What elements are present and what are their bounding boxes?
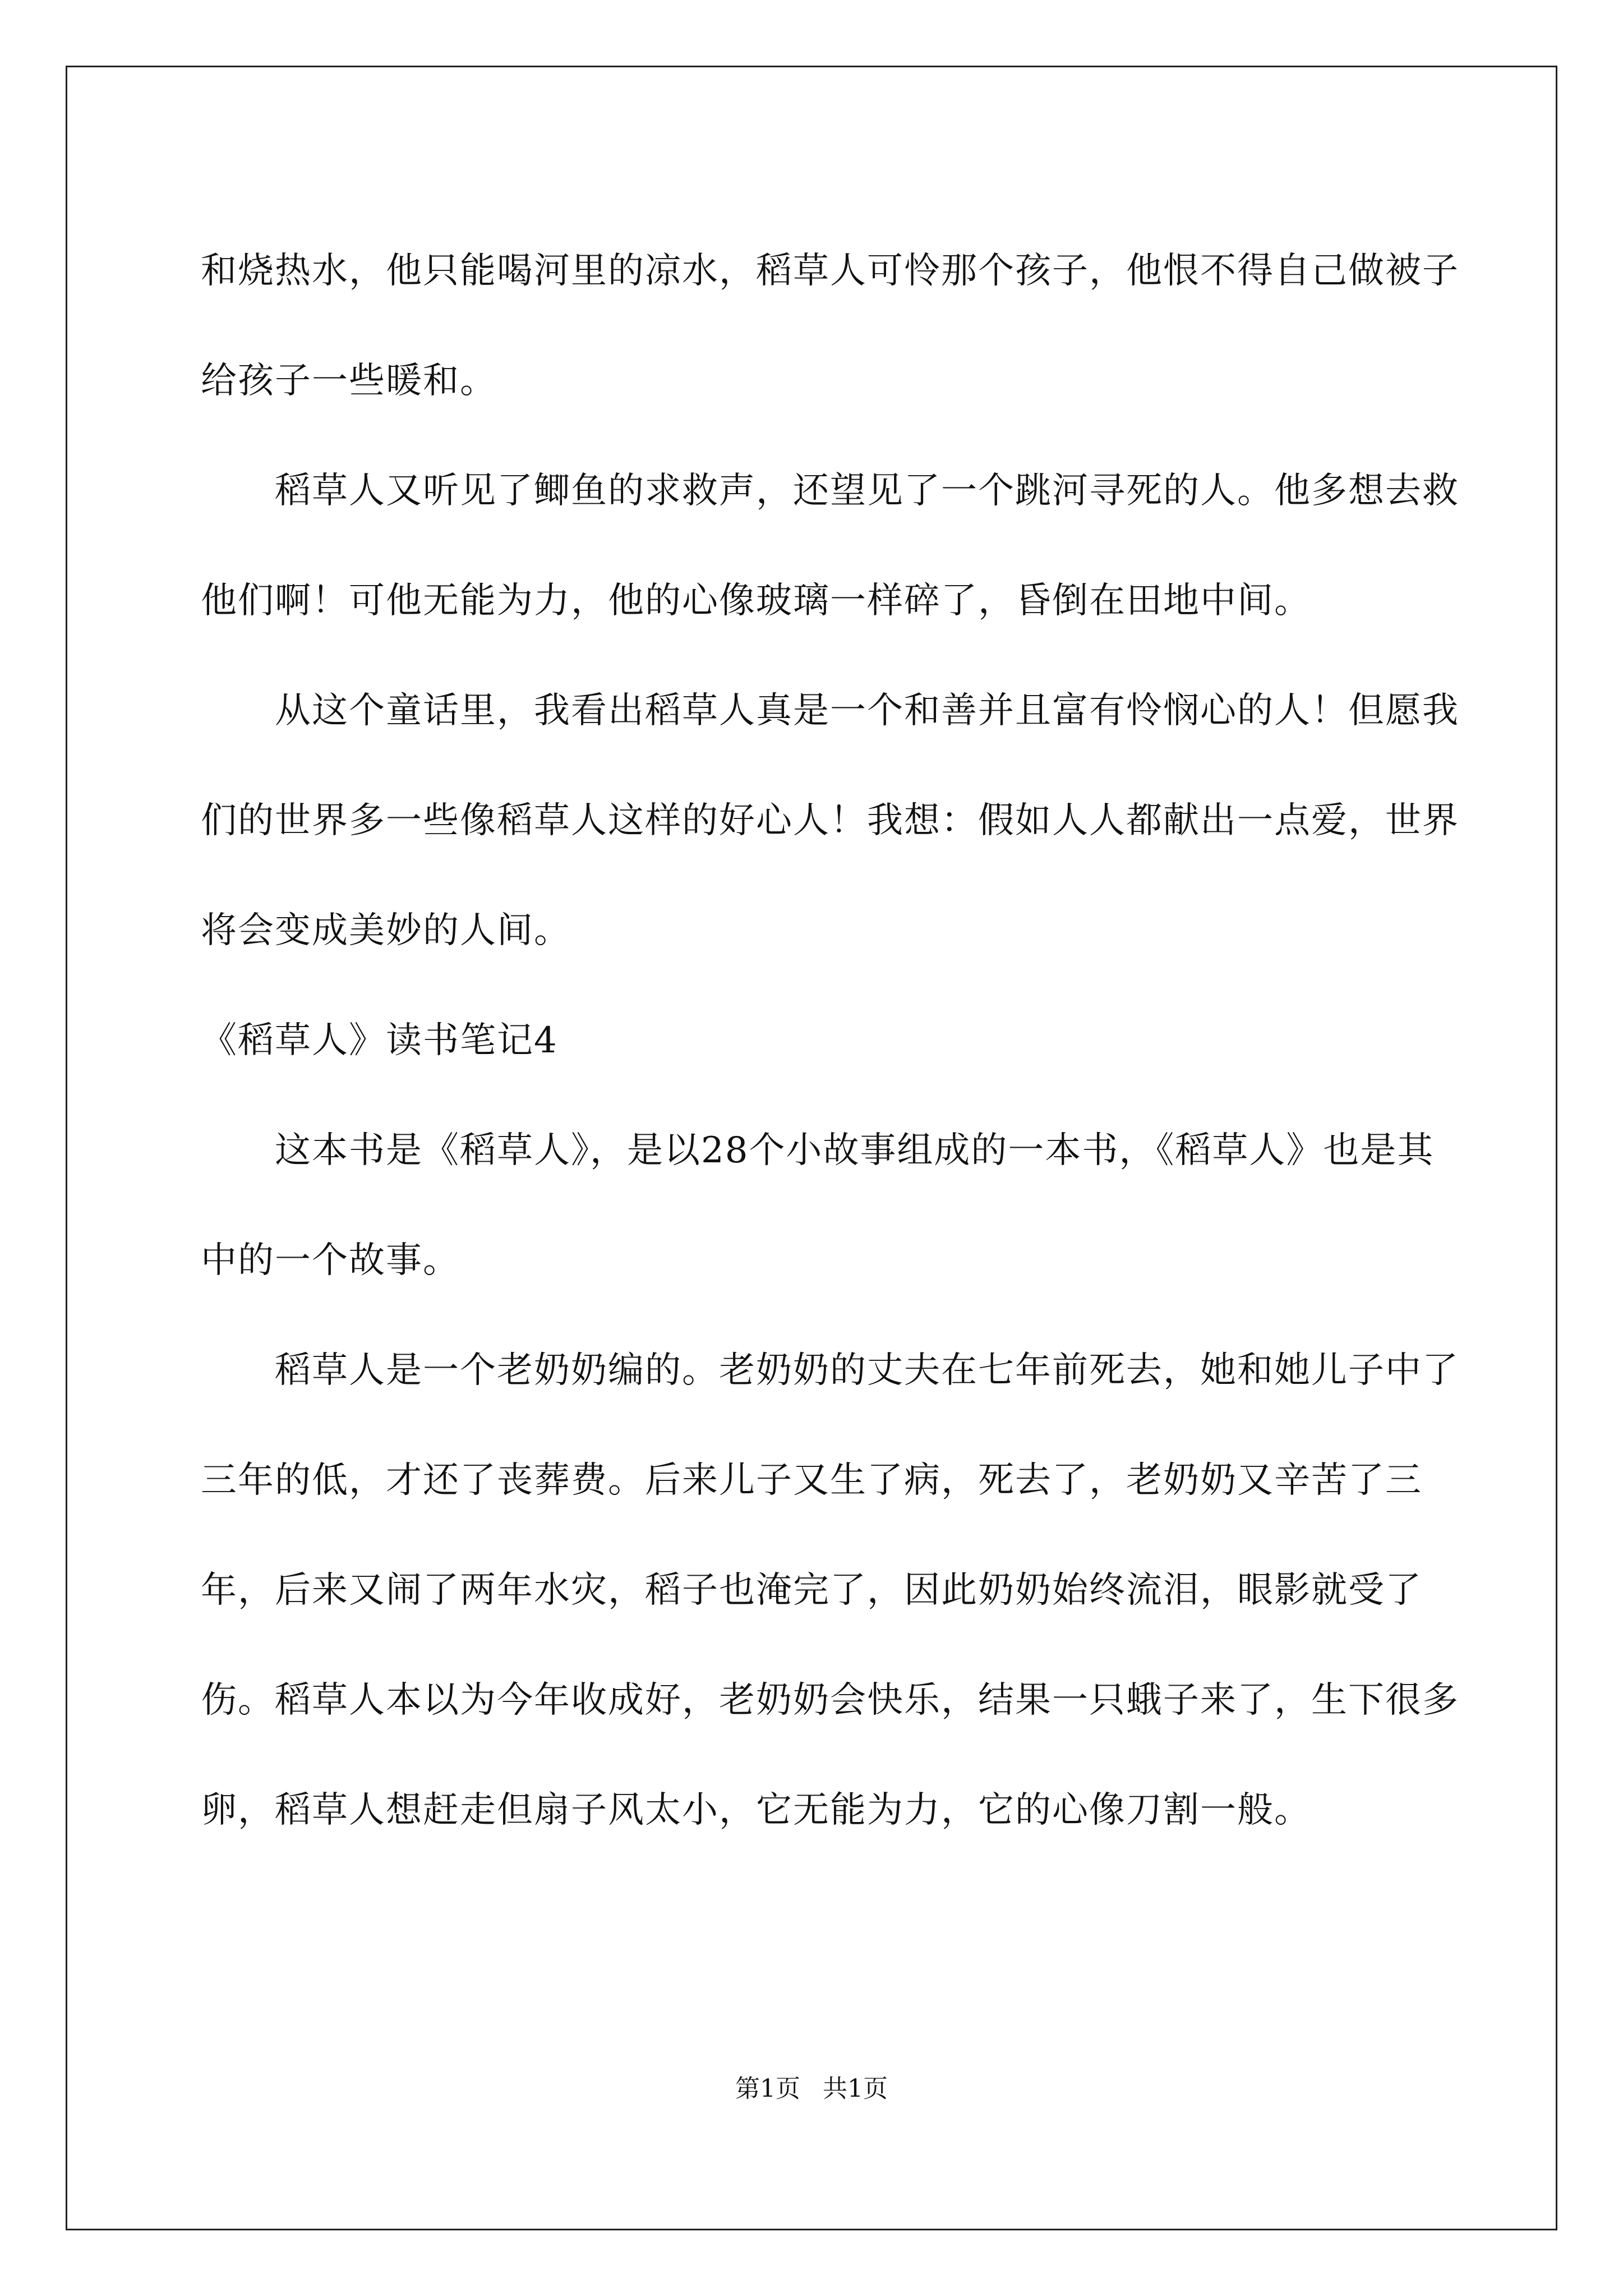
paragraph-5: 稻草人是一个老奶奶编的。老奶奶的丈夫在七年前死去，她和她儿子中了三年的低，才还了丧葬费。后来儿子又生了病，死去了，老奶奶又辛苦了三年，后来又闹了两年水灾，稻子也淹完了，因此奶奶始终流泪，眼影就受了伤。稻草人本以为今年收成好，老奶奶会快乐，结果一只蛾子来了，生下很多卵，稻草人想赶走但扇子风太小，它无能为力，它的心像刀割一般。 (201, 1350, 1459, 1831)
paragraph-4: 这本书是《稻草人》，是以28个小故事组成的一本书，《稻草人》也是其中的一个故事。 (201, 1130, 1435, 1281)
page-footer (0, 2072, 1623, 2106)
page-number-total: 共1页 (823, 2074, 888, 2103)
page-number-current: 第1页 (735, 2074, 800, 2103)
paragraph-3: 从这个童话里，我看出稻草人真是一个和善并且富有怜悯心的人！但愿我们的世界多一些像稻草人这样的好心人！我想：假如人人都献出一点爱，世界将会变成美妙的人间。 (201, 690, 1459, 951)
paragraph-1: 和烧热水，他只能喝河里的凉水，稻草人可怜那个孩子，他恨不得自己做被子给孩子一些暖和。 (201, 250, 1459, 402)
paragraph-2: 稻草人又听见了鲫鱼的求救声，还望见了一个跳河寻死的人。他多想去救他们啊！可他无能为力，他的心像玻璃一样碎了，昏倒在田地中间。 (201, 470, 1459, 622)
section-heading: 《稻草人》读书笔记4 (201, 1020, 558, 1061)
document-body (201, 216, 1468, 1865)
